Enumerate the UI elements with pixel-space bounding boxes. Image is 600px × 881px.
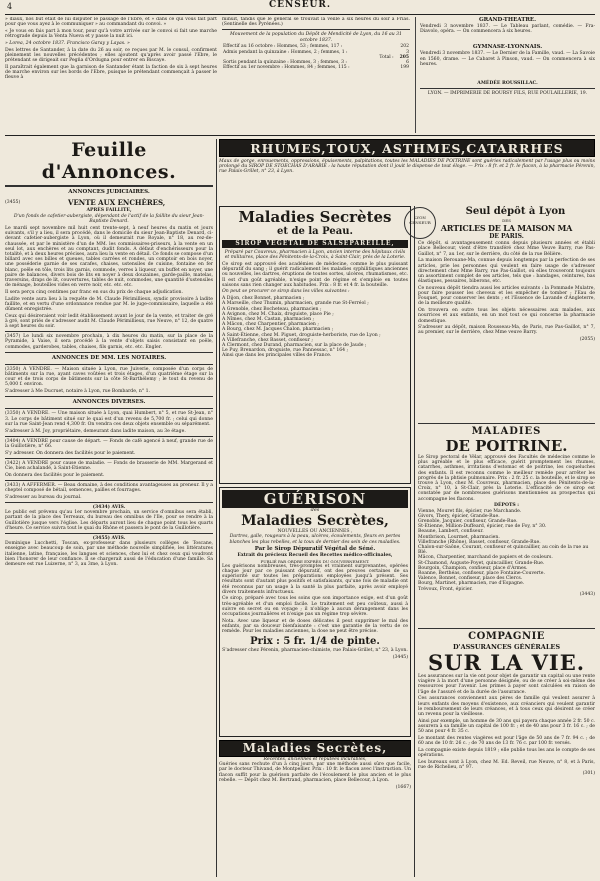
compagnie-paragraph: La compagnie existe depuis 1819 ; elle publie tous les ans le compte de ses opérations. bbox=[418, 747, 595, 758]
ad-subtitle: APRÈS FAILLITE, bbox=[86, 208, 132, 213]
ad-reference: (3455) bbox=[5, 200, 21, 205]
guerison-lead: Dartres, galle, rougeurs à la peau, ulcères, écoulements, fleurs en pertes blanches les plus rebelles, et la toux de dernier des sein de ces maladies. bbox=[229, 534, 401, 545]
compagnie-paragraph: Ces assurances conviennent aux pères de famille qui veulent assurer à leurs enfants des moyens d'existence, aux créanciers qui veulent garantir le remboursement de leurs créances, et à tous ceux qui désirent se créer un revenu pour la vieillesse. bbox=[418, 696, 595, 717]
right-column bbox=[418, 206, 595, 877]
article-paragraph: Il paraîtrait également que la garnison de Santander étant la faction de six à sept heures de marche environ sur les bords de l'Ebre, puisque le prétendant commençait à passer le fleuve à bbox=[5, 64, 217, 81]
table-row: Admis pendant la quinzaine : Hommes, 2 ; femmes, 1 : 3 bbox=[223, 49, 409, 55]
compagnie-title-2: D'ASSURANCES GÉNÉRALES bbox=[452, 643, 561, 651]
depot-item: A Nîmes, chez M. Castan, pharmacien ; bbox=[222, 316, 315, 322]
secretes-subtitle-2: et de la Peau. bbox=[277, 226, 353, 237]
article-paragraph: minuit, tandis que le général se trouvait la veille à six heures du soir à Frias. (Sentinelle des Pyrénées.) bbox=[222, 17, 410, 28]
ad-reference: (3443) bbox=[579, 591, 595, 597]
top-article-col1 bbox=[5, 17, 217, 133]
middle-column bbox=[219, 206, 411, 877]
gymnase-text: Vendredi 3 novembre 1837. — Le Dernier de la Famille, vaud. — La Savoie en 1560, drame. — Le Cabaret à Pinson, vaud. — On commencera à six heures. bbox=[420, 51, 595, 67]
grand-theatre-title: GRAND-THÉATRE. bbox=[478, 17, 537, 23]
depot-item: Ainsi que dans les principales villes de France. bbox=[222, 353, 332, 359]
secretes-small-banner: Maladies Secrètes, bbox=[219, 740, 411, 757]
table-row: Sortis pendant la quinzaine : Hommes, 3 ; femmes, 3 : 6 bbox=[223, 59, 409, 65]
guerison-price: Prix : 5 fr. 1/4 de pinte. bbox=[250, 635, 380, 647]
table-row: Total : 205 bbox=[379, 54, 409, 60]
depot-item: Trévoux, Front, épicier. bbox=[418, 586, 473, 592]
grand-theatre-text: Vendredi 3 novembre 1837. — Le Tableau parlant, comédie. — Fra-Diavolo, opéra. — On commencera à six heures. bbox=[420, 24, 595, 35]
depot-item: St-Chamond, Auguste-Poyet, quincaillier, Grande-Rue. bbox=[418, 560, 545, 566]
depot-item: Villefranche (Rhône), Basset, confiseur, Grande-Rue. bbox=[418, 539, 541, 545]
ad-paragraph: (3433) A AFFERMER. — Beau domaine, à des conditions avantageuses au preneur. Il y a cheptel composé de bétail, semences, pailles et fourrages. bbox=[5, 482, 213, 494]
depot-item: Le Puy, Brenardon, droguiste, rue Pannessac, n° 164 ; bbox=[222, 348, 349, 354]
secretes-text: Ce sirop est approuvé des académies de médecine, comme le plus puissant dépuratif du sang ; il guérit radicalement les maladies syphilitiques anciennes ou nouvelles, les dartres, éruptions de toutes sortes, ulcères, rhumatismes, etc. Il est d'un goût agréable, n'exige point de régime et s'emploie en toutes saisons sans rien changer aux habitudes. Prix : 8 fr. et 4 fr. la bouteille. bbox=[222, 261, 408, 288]
guerison-ad bbox=[219, 487, 411, 737]
depot-paragraph: On trouvera en outre tous les objets nécessaires aux malades, aux nourrices et aux enfants, en un mot tout ce qui concerne la pharmacie domestique. bbox=[418, 308, 595, 324]
postal-stamp: LYON CENSEUR bbox=[404, 207, 436, 239]
depot-item: A Mâcon, chez Charpentier, pharmacien ; bbox=[222, 322, 319, 328]
poitrine-text: Le Sirop pectoral de Vélar, approuvé des Facultés de médecine comme le plus agréable et le plus efficace, guérit promptement les rhumes, catarrhes, asthmes, irritations d'estomac et de poitrine, les coqueluches des enfants. Il est reconnu comme le meilleur remède pour arrêter les progrès de la phtisie pulmonaire. Prix : 2 fr. 25 c. la bouteille, et le sirop se trouve à Lyon, chez M. Couvreux, pharmacien, place des Pénitents-de-la-Croix, n° 10, à St-Clair, près la Loterie. L'efficacité de ce sirop est constatée par de nombreuses guérisons mentionnées au prospectus qui accompagne les flacons. bbox=[418, 455, 595, 502]
guerison-paragraph: Ce sirop, préparé avec tous les soins que son importance exige, est d'un goût très-agréable et d'un emploi facile. Le traitement est peu coûteux, aussi à suivre en secret ou en voyage ; il n'oblige à aucun dérangement dans les occupations journalières et n'exige pas un régime trop sévère. bbox=[222, 596, 408, 618]
rhumes-text: Maux de gorge, enrouements, oppressions, épuisements, palpitations, toutes les MALADIES DE POITRINE sont guéries radicalement par l'usage plus ou moins prolongé du SIROP DE STOECHAS D'ARABIE : la haute réputation dont il jouit le dispense de tout éloge. — Prix : 8 fr. et 2 fr. le flacon, à la pharmacie Pérenin, rue Palais-Grillet, n° 23, à Lyon. bbox=[219, 159, 595, 175]
depot-title-articles: ARTICLES DE LA MAISON MA bbox=[440, 223, 573, 234]
section-heading: ANNONCES DE MM. LES NOTAIRES. bbox=[51, 354, 167, 361]
guerison-sirop: Par le Sirop Dépuratif Végétal de Séné. bbox=[254, 546, 376, 553]
feuille-title: Feuille d'Annonces. bbox=[41, 139, 177, 183]
ad-paragraph: (3350) A VENDRE. — Une maison située à Lyon, quai Humbert, n° 5, et rue St-Jean, n° 3. Le corps de bâtiment situé sur le quai est d'un revenu de 5,700 fr. ; celui qui donne sur la rue Saint-Jean rend 4,300 fr. On vendra ces deux objets ensemble ou séparément. bbox=[5, 411, 213, 427]
page-number: 4 bbox=[7, 2, 13, 11]
depot-item: Chalon-sur-Saône, Courant, confiseur et quincaillier, au coin de la rue au Blé. bbox=[418, 544, 589, 556]
poitrine-title-2: DE POITRINE. bbox=[445, 437, 568, 455]
editor-signature: AMÉDÉE ROUSSILLAC. bbox=[477, 81, 538, 87]
ad-paragraph: Ceux qui désireraient voir ledit établissement avant le jour de la vente, et traiter de gré à gré, sont priés de s'adresser audit M. Claude Périmillieux, rue Neuve, n° 12, de quatre à sept heures du soir. bbox=[5, 313, 213, 330]
rhumes-ad bbox=[219, 139, 595, 204]
ad-paragraph: (3457) Le lundi six novembre prochain, à dix heures du matin, sur la place de la Pyramide, à Vaise, il sera procédé à la vente d'objets saisis consistant en poêle, commodes, garderobes, tables, chaises, fils garnis, etc. etc. Engler. bbox=[5, 334, 213, 350]
depot-paragraph: La maison Berouane-Ma, connue depuis longtemps par la perfection de ses articles, prie les personnes qui veulent en faire usage de s'adresser directement chez Mme Barry, rue Pas-Gaillot, où elles trouveront toujours un assortiment complet de ses articles, tels que : bandages, ceintures, bas élastiques, pessaires, biberons, etc. bbox=[418, 258, 595, 285]
ad-paragraph: Il sera perçu cinq centimes par franc en sus du prix de chaque adjudication. bbox=[5, 289, 183, 295]
depot-item: Valence, Bonnet, confiseur, place des Clercs. bbox=[418, 576, 523, 582]
depot-title-paris: DE PARIS. bbox=[489, 233, 524, 241]
ad-contact: S'adresser à Me Ducruet, notaire à Lyon, rue Bombarde, n° 1. bbox=[5, 389, 150, 395]
population-heading: Mouvement de la population du Dépôt de Mendicité de Lyon, du 16 au 31 octobre 1837. bbox=[230, 32, 402, 43]
article-paragraph: Des lettres de Santander, à la date du 26 au soir, ce reçues par M. le consul, confirment pleinement les nouvelles précédentes ; elles ajoutent qu'après avoir passé l'Ebre, le prétendant se dirigeait sur Pegña d'Ordugna pour entrer en Biscaye. bbox=[5, 47, 217, 63]
depot-item: Givors, Thery, épicier, Grande-Rue. bbox=[418, 513, 500, 519]
depot-item: A Grenoble, chez Bocheteau, pharmacien ; bbox=[222, 306, 322, 312]
compagnie-paragraph: Les bureaux sont à Lyon, chez M. Ed. Reveil, rue Neuve, n° 8, et à Paris, rue de Richelieu, n° 97. bbox=[418, 759, 595, 770]
compagnie-title-3: SUR LA VIE. bbox=[427, 650, 586, 675]
rhumes-banner: RHUMES,TOUX, ASTHMES,CATARRHES bbox=[219, 139, 595, 157]
ad-paragraph: Le mardi sept novembre mil huit cent trente-sept, à neuf heures du matin et jours suivants, s'il y a lieu, il sera procédé, dans le domicile du sieur Jean-Baptiste Denard, ci-devant cafetier-aubergiste à Lyon, où il demeurait rue Royale, n° 18, au rez-de-chaussée, et par le ministère d'un de MM. les commissaires-priseurs, à la vente en un seul lot, aux enchères et au comptant, dudit fonds. A défaut d'enchérisseurs pour la totalité, et à deux heures précises, aura lieu la vente en détail. Ce fonds se compose d'un billard avec ses billes et queues, tables carrées et rondes, un comptoir en bois noyer, une posséderie garnie de ses carafes, chaises, ustensiles de cuisine, fontaine en fer blanc, poêle en tôle, trois lits garnis, commode, verres à liqueur, un buffet en noyer, une paire de balances, divers bois de lits en noyer à deux douzaines, garde-paille, matelas, traversins, draps de lit, couvertures, tables de nuit, commodes, une quantité d'ustensiles de ménage, bouteilles vides en verre noir, etc. etc. etc. bbox=[5, 225, 213, 289]
population-table bbox=[222, 44, 410, 70]
ad-title: VENTE AUX ENCHÈRES, bbox=[68, 198, 166, 207]
depot-item: A Villefranche, chez Basset, confiseur ; bbox=[222, 337, 313, 343]
guerison-paragraph: Les guérisons nombreuses, très-promptes et vraiment surprenantes, opérées chaque jour par ce puissant dépuratif, ont des preuves certaines de sa supériorité sur toutes les préparations employées jusqu'à présent. Ses résultats sont d'autant plus positifs et satisfaisants, qu'une fois de maladie ont été reconnus par un usage à la santé la plus parfaite, après avoir employé divers traitements infructueux. bbox=[222, 563, 408, 595]
ad-contact: On donnera des facilités pour le paiement. bbox=[5, 472, 105, 478]
ad-paragraph: (3404) A VENDRE pour cause de départ. — Fonds de café agencé à neuf, grande rue de la Guillotière, n° 66. bbox=[5, 438, 213, 449]
poitrine-ad bbox=[418, 426, 595, 626]
compagnie-paragraph: Ainsi par exemple, un homme de 30 ans qui payera chaque année 2 fr. 50 c. assurera à sa famille un capital de 100 fr. ; et de 40 ans pour 3 fr. 16 c. ; de 50 ans pour 4 fr. 35 c. bbox=[418, 718, 595, 735]
ad-reference: (3445) bbox=[392, 654, 408, 660]
guerison-sub: NOUVELLES OU ANCIENNES , bbox=[277, 529, 353, 535]
secretes-small-sub: Récentes, anciennes et réputées incurables, bbox=[263, 757, 367, 762]
depot-item: A Marseille, chez Thumin, pharmacien, grande rue St-Ferréol ; bbox=[222, 301, 369, 307]
guerison-paragraph: Nota. Avec une liqueur et de doses délicates il peut supprimer le mal des enfants, par sa douceur bienfaisante : c'est une garantie de la vertu de ce remède. Pour les maladies anciennes, la dose ne peut être précise. bbox=[222, 618, 408, 635]
masthead bbox=[5, 0, 595, 15]
depot-item: A Saint-Étienne, chez M. Piguet, droguiste-herboriste, rue de Lyon ; bbox=[222, 332, 381, 338]
guerison-title: GUÉRISON bbox=[222, 490, 408, 508]
depot-paragraph: Ce nouveau dépôt tiendra aussi les articles suivants : la Pommade Mulatre, pour faire pousser les cheveux et les empêcher de tomber ; l'Eau de Fouquet, pour conserver les dents ; et l'Essence de Lavande d'Angleterre, de la meilleure qualité. bbox=[418, 285, 595, 307]
secretes-sirop-banner: SIROP VÉGÉTAL DE SALSEPAREILLE, bbox=[222, 240, 408, 248]
ad-reference: (2055) bbox=[579, 337, 595, 343]
article-paragraph: » diaux, nos but était de lui disputer le passage de l'Ebre, et » dans ce qui vous fait part pour que vous ayez à le communiquer » au commandant du convoi. » bbox=[5, 17, 217, 28]
ad-contact: S'adresser au bureau du journal. bbox=[5, 494, 82, 500]
section-heading: ANNONCES DIVERSES. bbox=[72, 399, 146, 406]
depot-title-des: DES bbox=[502, 218, 511, 223]
poitrine-depots-title: DÉPOTS : bbox=[494, 503, 519, 509]
maladies-secretes-ad bbox=[219, 206, 411, 484]
depot-item: A Bourg, chez M. Jacques Chalon, pharmacien ; bbox=[222, 327, 334, 333]
depot-item: A Clermont, chez Durand, pharmacien, sur la place de Jaude ; bbox=[222, 342, 367, 348]
guerison-extrait: Extrait du précieux Recueil des Recettes médico-officinales, bbox=[237, 553, 393, 559]
ad-reference: (301) bbox=[582, 771, 595, 777]
table-row: Effectif au 1er novembre : Hommes, 84 ; femmes, 115 : 199 bbox=[223, 65, 409, 71]
compagnie-paragraph: Le montant des rentes viagères est pour l'âge de 50 ans de 7 fr. 94 c. ; de 60 ans de 10 fr. 26 c. ; de 70 ans de 13 fr. 76 c. par 100 fr. versés. bbox=[418, 735, 595, 746]
compagnie-ad bbox=[418, 631, 595, 777]
seul-depot-ad bbox=[418, 206, 595, 421]
ad-paragraph: Ladite vente aura lieu à la requête de M. Claude Périmillieux, syndic provisoire à ladite faillite, et en vertu d'une ordonnance rendue par M. le juge-commissaire, laquelle a été dûment enregistrée. bbox=[5, 296, 213, 312]
depot-item: Mâcon, Charpentier, marchand de papiers et de couleurs. bbox=[418, 555, 553, 561]
guerison-des: des bbox=[310, 507, 320, 513]
top-article-col2 bbox=[222, 17, 410, 133]
depot-title: Seul dépôt à Lyon bbox=[465, 206, 566, 217]
guerison-contact: S'adresser chez Pérenin, pharmacien-chimiste, rue Palais-Grillet, n° 23, à Lyon. bbox=[222, 647, 408, 653]
depot-item: A Avignon, chez M. Chaix, droguiste, place Pie ; bbox=[222, 311, 334, 317]
ad-paragraph: (3350) A VENDRE. — Maison située à Lyon, rue Juiverie, composée d'un corps de bâtiments sur la rue, ayant caves voûtées et trois étages, d'un quatrième étage sur la cour et de trois corps de bâtiments sur la côte St-Barthélemy ; le tout du revenu de 5,000 f. environ. bbox=[5, 366, 213, 388]
depot-item: Roanne, Berthéas, confiseur, place Fontaine-Couverte. bbox=[418, 570, 545, 576]
secretes-depots-title: On peut se procurer ce sirop dans les villes suivantes : bbox=[222, 289, 350, 295]
ad-reference: (1667) bbox=[395, 784, 411, 790]
secretes-lead: Préparé par Couvreux, pharmacien à Lyon, ancien interne des hôpitaux civils et militaires, place des Pénitents-de-la-Croix, à Saint-Clair, près de la Loterie. bbox=[224, 250, 406, 261]
depot-item: Bourgoin, Champion, confiseur, place d'Armes. bbox=[418, 565, 528, 571]
ad-paragraph: Le public est prévenu qu'au 1er novembre prochain, un service d'omnibus sera établi, partant de la place des Terreaux, du bureau des omnibus de l'Ile, pour se rendre à la Guillotière jusque vers l'église. Les départs auront lieu de chaque point tous les quarts d'heure. Ce service suivra tout le quai du Rhône et passera le pont de la Guillotière. bbox=[5, 510, 213, 531]
theatre-column bbox=[415, 17, 595, 133]
depot-item: A Dijon, chez Bonnet, pharmacien ; bbox=[222, 296, 305, 302]
masthead-title: CENSEUR. bbox=[268, 0, 332, 10]
poitrine-title-1: MALADIES bbox=[471, 426, 542, 437]
ad-paragraph: Dominique Lucchetti, Toscan, ex-professeur dans plusieurs collèges de Toscane, enseigne avec beaucoup de soin, par une méthode nouvelle simplifiée, les littératures italienne, latine, française, les langues et sciences, chez lui et chez ceux qui voudront bien l'honorer de leur confiance. Il se chargerait aussi de l'éducation d'une famille. Sa demeure est rue Luizerne, n° 3, au 3me, à Lyon. bbox=[5, 541, 213, 568]
depot-item: Beaune, Lambert, confiseur. bbox=[418, 529, 484, 535]
depot-item: Grenoble, Jacquier, confiseur, Grande-Rue. bbox=[418, 518, 518, 524]
section-heading: ANNONCES JUDICIAIRES. bbox=[68, 189, 150, 195]
article-signature: » Lorea, 24 octobre 1837. Francisco Garay y Layas. » bbox=[5, 40, 130, 46]
depot-item: Montbrison, Lourmet, pharmacien. bbox=[418, 534, 500, 540]
guerison-publie: PUBLIÉ PAR ORDRE EXPRÈS DU GOUVERNEMENT. bbox=[260, 558, 370, 564]
article-paragraph: « Je vous en fais part à mon tour, pour qu'à votre arrivée sur le convoi si fait une marche rétrograde depuis la Venta Nueva et y passe la nuit ici. bbox=[5, 28, 217, 40]
secretes-title: Maladies Secrètes bbox=[238, 208, 392, 226]
secretes-small-text: Guéries sans rechute d'un à cinq jours, par une méthode aussi sûre que facile, par le docteur Thivand, de Montpellier. Prix : 10 fr. le flacon avec l'instruction. Un flacon suffit pour la guérison parfaite de l'écoulement le plus ancien et le plus rebelle. — Dépôt chez M. Bertrand, pharmacien, place Bellecour, à Lyon. bbox=[219, 762, 411, 783]
gymnase-title: GYMNASE-LYONNAIS. bbox=[472, 44, 543, 51]
maladies-secretes-small-ad bbox=[219, 740, 411, 790]
printer-imprint: LYON. — IMPRIMERIE DE BOURSY FILS, RUE POULAILLERIE, 19. bbox=[427, 91, 588, 97]
ad-title: (3434) AVIS. bbox=[92, 505, 126, 511]
depot-item: Bourg, Martinet, pharmacien, rue d'Espagne. bbox=[418, 581, 525, 587]
guerison-subtitle: Maladies Secrètes, bbox=[241, 513, 389, 530]
ad-lead: D'un fonds de cafetier-aubergiste, dépendant de l'actif de la faillite du sieur Jean-Baptiste Denard. bbox=[13, 214, 205, 225]
ad-title: (3455) AVIS. bbox=[92, 536, 126, 542]
ad-contact: S'adresser à M. Joy, propriétaire, demeurant dans ladite maison, au 3e étage. bbox=[5, 428, 186, 434]
ad-paragraph: (3422) A VENDRE pour cause de maladie. — Fonds de brasserie de MM. Margerand et Cie, bien achalandé, à Saint-Etienne. bbox=[5, 460, 213, 472]
compagnie-title-1: COMPAGNIE bbox=[468, 631, 545, 642]
ad-contact: S'y adresser. On donnera des facilités pour le paiement. bbox=[5, 450, 136, 456]
compagnie-paragraph: Les assurances sur la vie ont pour objet de garantir un capital ou une rente viagère à la mort d'une personne désignée, ou de se créer à soi-même des ressources pour l'avenir. Les primes à payer sont calculées en raison de l'âge de l'assuré et de la durée de l'assurance. bbox=[418, 674, 595, 695]
depot-paragraph: S'adresser au dépôt, maison Rousseau-Ma, de Paris, rue Pas-Gaillot, n° 7, au premier, sur le derrière, chez Mme veuve Barry. bbox=[418, 325, 595, 336]
depot-item: Vienne, Mouret fils, épicier, rue Marchande. bbox=[418, 508, 522, 514]
table-row: Effectif au 16 octobre : Hommes, 53 ; femmes, 117 : 202 bbox=[223, 44, 409, 50]
feuille-annonces-column bbox=[5, 139, 213, 877]
depot-item: St-Etienne, Million-Duffeard, épicier, rue de Foy, n° 30. bbox=[418, 524, 547, 530]
depot-paragraph: Ce dépôt, si avantageusement connu depuis plusieurs années et établi place Bellecour, vient d'être transféré chez Mme Veuve Barry, rue Pas-Gaillot, n° 7, au 1er, sur le derrière, du côté de la rue Bélière. bbox=[418, 241, 595, 257]
